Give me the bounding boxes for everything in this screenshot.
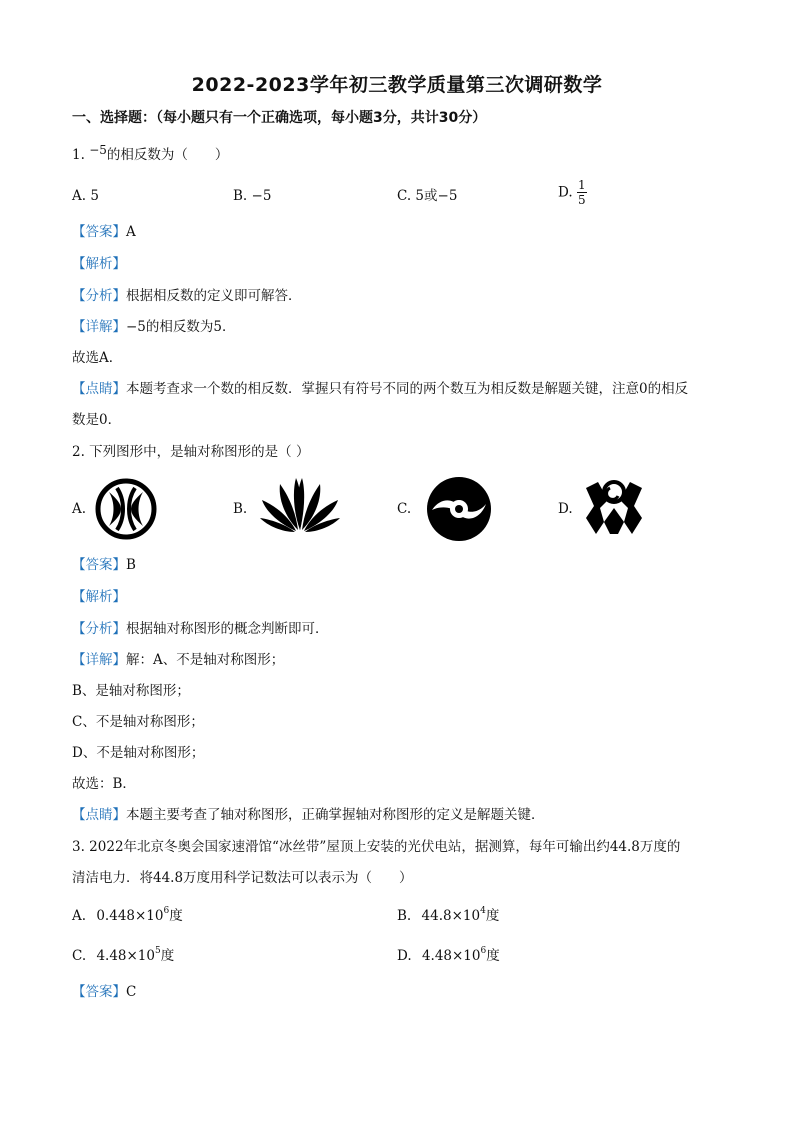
question-3-stem: 3. 2022年北京冬奥会国家速滑馆“冰丝带”屋顶上安装的光伏电站，据测算，每年可输出约44.8万度的 [72,839,681,855]
q2-xiangjie-c: C、不是轴对称图形； [72,714,204,730]
option-unit: 度 [485,908,500,924]
option-prefix: A. [72,908,87,924]
dianjing-text: 本题主要考查了轴对称图形，正确掌握轴对称图形的定义是解题关键． [126,807,545,823]
q1-option-c: C. 5或−5 [397,188,458,204]
option-prefix: B. [397,908,412,924]
q1-option-d-prefix: D. [558,184,573,201]
answer-label: 【答案】 [72,984,126,1000]
q3-answer [72,982,136,1002]
analysis-label: 【解析】 [72,589,126,605]
dianjing-text: 本题考查求一个数的相反数．掌握只有符号不同的两个数互为相反数是解题关键，注意0的相反 [126,381,689,397]
section-heading: 一、选择题：（每小题只有一个正确选项，每小题3分，共计30分） [72,110,487,126]
fenxi-text: 根据相反数的定义即可解答． [126,288,302,304]
q2-option-d: D. [558,501,573,517]
q1-fenxi [72,286,302,306]
q2-option-c: C. [397,501,412,517]
option-exponent: 6 [480,946,487,956]
q2-xiangjie [72,650,284,670]
analysis-label: 【解析】 [72,256,126,272]
page-title: 2022-2023学年初三教学质量第三次调研数学 [191,74,603,96]
question-3-stem-cont: 清洁电力．将44.8万度用科学记数法可以表示为（ ） [72,870,413,886]
option-base: 4.48×10 [421,948,481,964]
dongfeng-logo-icon [95,478,157,540]
q2-dianjing [72,805,545,825]
q3-option-c [72,946,174,966]
q3-option-d [397,946,500,966]
fenxi-label: 【分析】 [72,621,126,637]
answer-label: 【答案】 [72,557,126,573]
fraction [577,178,587,207]
question-1-math: −5 [89,143,107,157]
q2-option-b: B. [233,501,248,517]
fraction-denominator: 5 [577,193,586,207]
option-unit: 度 [160,948,175,964]
q1-answer [72,222,136,242]
q2-guxuan: 故选：B． [72,776,136,792]
option-unit: 度 [169,908,183,924]
q2-option-a: A. [72,501,87,517]
answer-label: 【答案】 [72,224,126,240]
fenxi-text: 根据轴对称图形的概念判断即可． [126,621,329,637]
question-1-text: 的相反数为（ ） [106,147,229,163]
xiangjie-label: 【详解】 [72,319,126,335]
answer-value: B [126,557,136,573]
q1-dianjing-cont: 数是0． [72,412,122,428]
abstract-circle-logo-icon [426,476,492,542]
q2-answer [72,555,136,575]
q2-analysis-heading [72,587,126,607]
q1-xiangjie [72,317,236,337]
answer-value: A [126,224,136,240]
question-number: 1. [72,147,85,163]
q1-option-d [558,178,587,207]
option-prefix: C. [72,948,87,964]
dianjing-label: 【点睛】 [72,381,126,397]
question-1-stem [72,145,228,165]
option-base: 44.8×10 [421,908,481,924]
rural-credit-logo-icon [582,478,646,536]
q1-analysis-heading [72,254,126,274]
q2-fenxi [72,619,329,639]
dianjing-label: 【点睛】 [72,807,126,823]
option-exponent: 6 [163,906,170,916]
option-exponent: 5 [155,946,161,956]
answer-value: C [126,984,137,1000]
huawei-logo-icon [258,474,342,534]
option-base: 0.448×10 [96,908,164,924]
fraction-numerator: 1 [577,178,586,192]
q1-guxuan: 故选A． [72,350,123,366]
fenxi-label: 【分析】 [72,288,126,304]
option-exponent: 4 [480,906,486,916]
xiangjie-text: −5的相反数为5． [126,319,236,335]
q1-dianjing [72,379,688,399]
option-base: 4.48×10 [96,948,155,964]
q2-xiangjie-d: D、不是轴对称图形； [72,745,205,761]
q3-option-b [397,906,499,926]
option-prefix: D. [397,948,412,964]
q2-xiangjie-b: B、是轴对称图形； [72,683,190,699]
xiangjie-text: 解：A、不是轴对称图形； [126,652,285,668]
q3-option-a [72,906,183,926]
question-2-stem: 2. 下列图形中，是轴对称图形的是（ ） [72,444,310,460]
q1-option-a: A. 5 [72,188,99,204]
xiangjie-label: 【详解】 [72,652,126,668]
option-unit: 度 [486,948,500,964]
q1-option-b: B. −5 [233,188,272,204]
